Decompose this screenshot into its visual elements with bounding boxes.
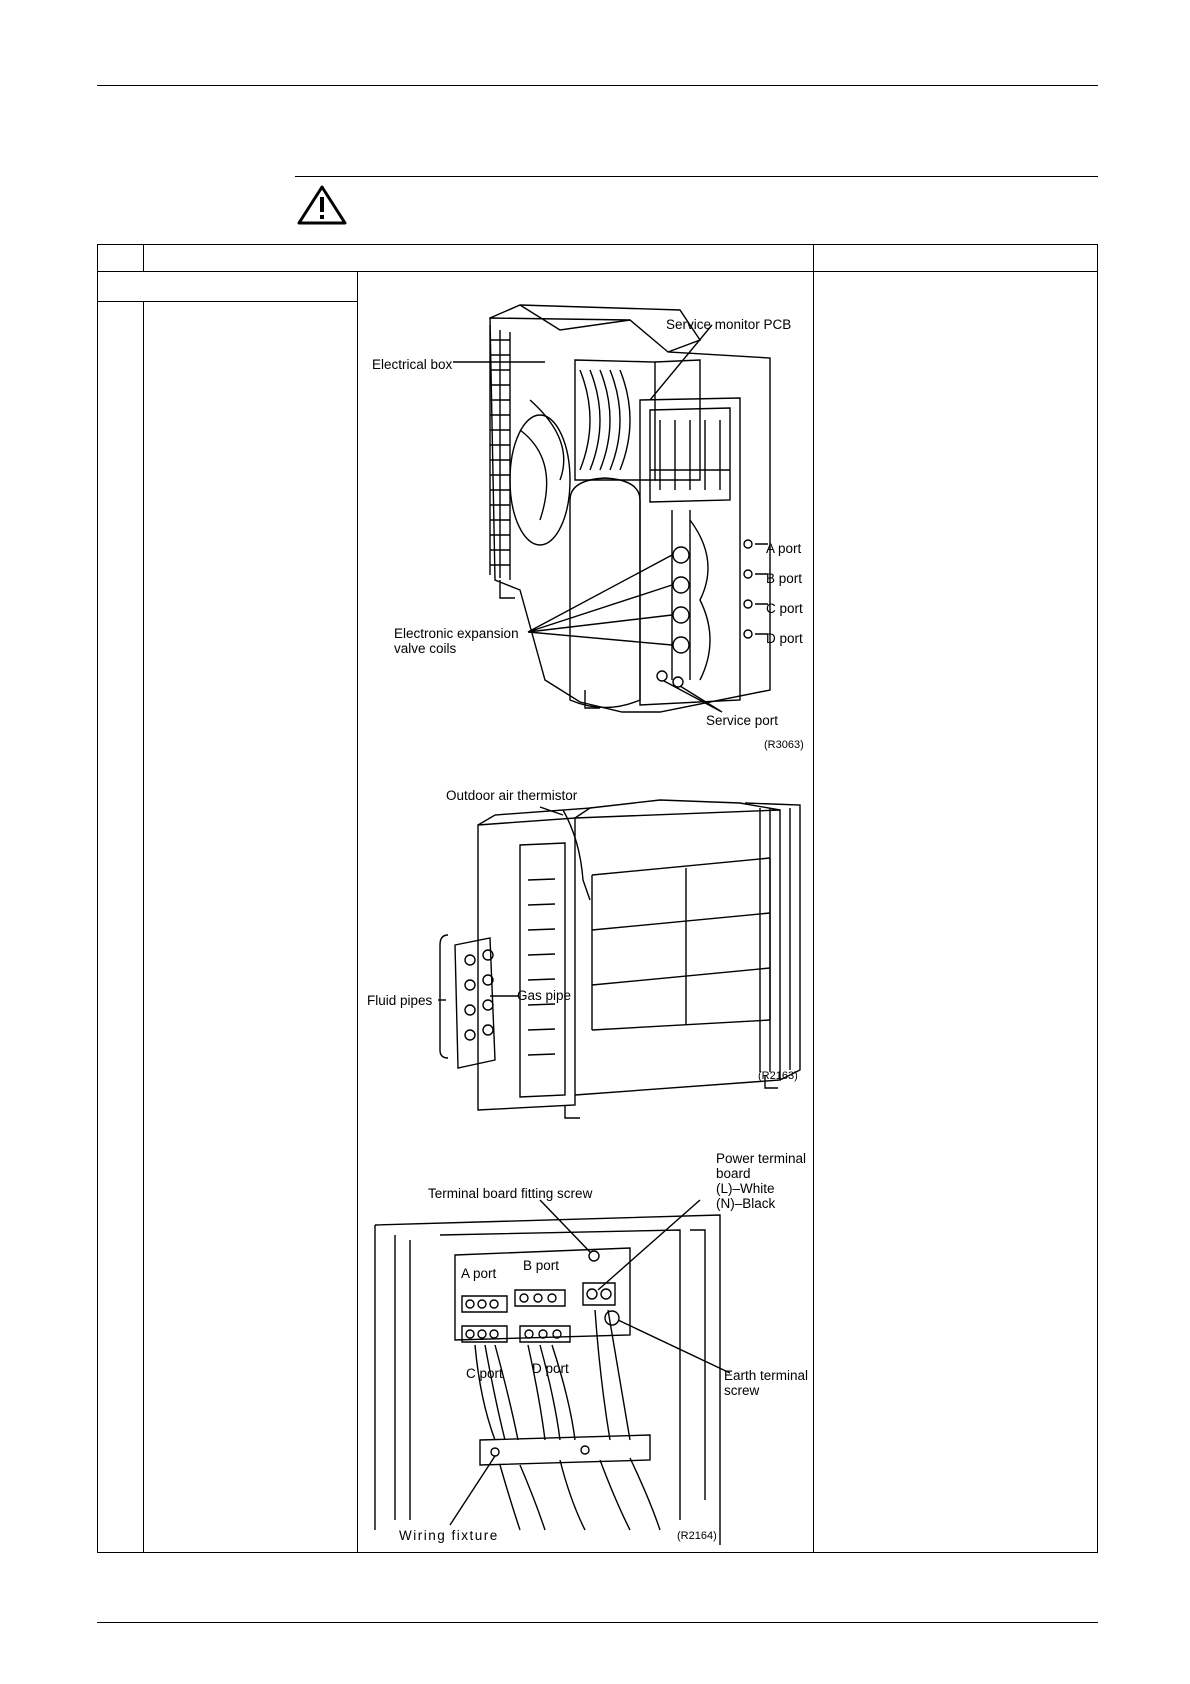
label-b-port: B port [523, 1258, 560, 1273]
terminal-board-wiring-illustration [370, 1180, 820, 1540]
figure-ref: (R3063) [764, 739, 804, 751]
label-earth-terminal-screw: Earth terminal screw [724, 1368, 809, 1398]
label-fluid-pipes: Fluid pipes [367, 993, 433, 1008]
footer-rule [97, 1622, 1098, 1623]
label-outdoor-air-thermistor: Outdoor air thermistor [446, 788, 578, 803]
caution-rule [295, 176, 1098, 177]
label-service-port: Service port [706, 713, 779, 728]
header-rule [97, 85, 1098, 86]
label-power-terminal-board: Power terminal board (L)–White (N)–Black [716, 1151, 807, 1211]
outdoor-unit-pipes-illustration [430, 795, 810, 1125]
warning-triangle-icon [296, 184, 348, 226]
label-gas-pipe: Gas pipe [517, 988, 572, 1003]
label-electrical-box: Electrical box [372, 357, 453, 372]
label-d-port: D port [766, 631, 803, 646]
label-c-port: C port [466, 1366, 503, 1381]
label-wiring-fixture: Wiring fixture [399, 1528, 499, 1543]
label-a-port: A port [766, 541, 802, 556]
label-terminal-board-fitting-screw: Terminal board fitting screw [428, 1186, 593, 1201]
label-service-monitor-pcb: Service monitor PCB [666, 317, 792, 332]
label-a-port: A port [461, 1266, 497, 1281]
label-d-port: D port [532, 1361, 569, 1376]
label-c-port: C port [766, 601, 803, 616]
figure-ref: (R2163) [758, 1070, 798, 1082]
label-eev-coils: Electronic expansion valve coils [394, 626, 519, 656]
label-b-port: B port [766, 571, 803, 586]
outdoor-unit-electrical-box-illustration [460, 300, 803, 730]
figure-ref: (R2164) [677, 1530, 717, 1542]
